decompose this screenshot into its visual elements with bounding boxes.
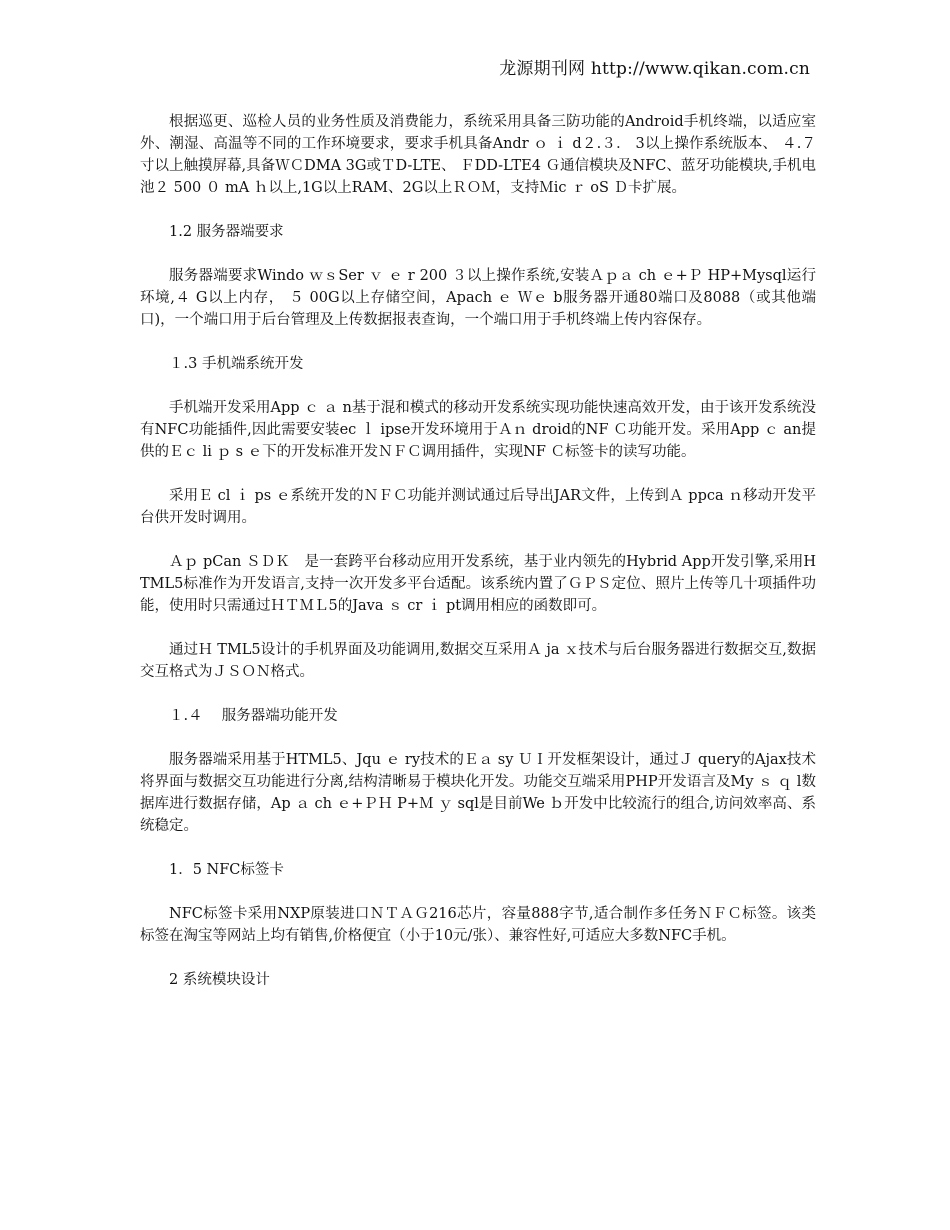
paragraph-server-dev: 服务器端采用基于HTML5、Jqu ｅ ry技术的Ｅａ sy ＵＩ开发框架设计，通过Ｊ query的Ajax技术将界面与数据交互功能进行分离,结构清晰易于模块化开发。功能交互端采用PHP开发语言及My ｓ ｑ l数据库进行数据存储，Ap ａ ch ｅ+ＰＨ P+Ｍ ｙ sql是目前We ｂ开发中比较流行的组合,访问效率高、系统稳定。 <box>140 752 816 834</box>
paragraph-html5-ajax: 通过Ｈ TML5设计的手机界面及功能调用,数据交互采用Ａ ja ｘ技术与后台服务器进行数据交互,数据交互格式为ＪＳＯＮ格式。 <box>140 642 816 680</box>
paragraph-appcan-sdk: Ａｐ pCan ＳＤＫ 是一套跨平台移动应用开发系统，基于业内领先的Hybrid App开发引擎,采用HTML5标准作为开发语言,支持一次开发多平台适配。该系统内置了ＧＰＳ定位、照片上传等几十项插件功能，使用时只需通过ＨＴＭＬ5的Java ｓ cr ｉ pt调用相应的函数即可。 <box>140 554 816 614</box>
section-heading-1-3: １.3 手机端系统开发 <box>169 356 304 372</box>
paragraph-terminal-requirements: 根据巡更、巡检人员的业务性质及消费能力，系统采用具备三防功能的Android手机终端，以适应室外、潮湿、高温等不同的工作环境要求，要求手机具备Andr ｏ ｉ d２.３． 3以上操作系统版本、 ４.７寸以上触摸屏幕,具备ＷＣDMA 3G或ＴD-LTE、 ＦDD-LTE4 Ｇ通信模块及NFC、蓝牙功能模块,手机电池２ 500 ０ mA ｈ以上,1G以上RAM、2G以上ＲＯＭ，支持Ｍic ｒ oS Ｄ卡扩展。 <box>140 114 816 196</box>
paragraph-mobile-dev: 手机端开发采用App ｃ ａ n基于混和模式的移动开发系统实现功能快速高效开发，由于该开发系统没有NFC功能插件,因此需要安装ec ｌ ipse开发环境用于Ａｎ droid的NF Ｃ功能开发。采用App ｃ an提供的Ｅｃ li ｐ s ｅ下的开发标准开发ＮＦＣ调用插件，实现NF Ｃ标签卡的读写功能。 <box>140 400 816 460</box>
journal-header: 龙源期刊网 http://www.qikan.com.cn <box>499 59 810 79</box>
paragraph-nfc-tag: NFC标签卡采用NXP原装进口ＮＴＡＧ216芯片，容量888字节,适合制作多任务ＮＦＣ标签。该类标签在淘宝等网站上均有销售,价格便宜（小于10元/张）、兼容性好,可适应大多数NFC手机。 <box>140 906 816 944</box>
section-heading-1-2: 1.2 服务器端要求 <box>169 224 284 240</box>
section-heading-1-5: 1．5 NFC标签卡 <box>169 862 284 878</box>
paragraph-server-requirements: 服务器端要求Windo ｗｓSer ｖ ｅ r 200 ３以上操作系统,安装Ａｐａ ch ｅ+Ｐ HP+Mysql运行环境,４ G以上内存， ５ 00G以上存储空间，Apach ｅ Ｗｅ b服务器开通80端口及8088（或其他端口)，一个端口用于后台管理及上传数据报表查询，一个端口用于手机终端上传内容保存。 <box>140 268 816 328</box>
paragraph-eclipse-nfc: 采用Ｅ cl ｉ ps ｅ系统开发的ＮＦＣ功能并测试通过后导出JAR文件，上传到Ａ ppca ｎ移动开发平台供开发时调用。 <box>140 488 816 526</box>
section-heading-1-4: １.４ 服务器端功能开发 <box>169 708 338 724</box>
section-heading-2: 2 系统模块设计 <box>169 972 270 988</box>
article-body <box>140 111 816 1013</box>
